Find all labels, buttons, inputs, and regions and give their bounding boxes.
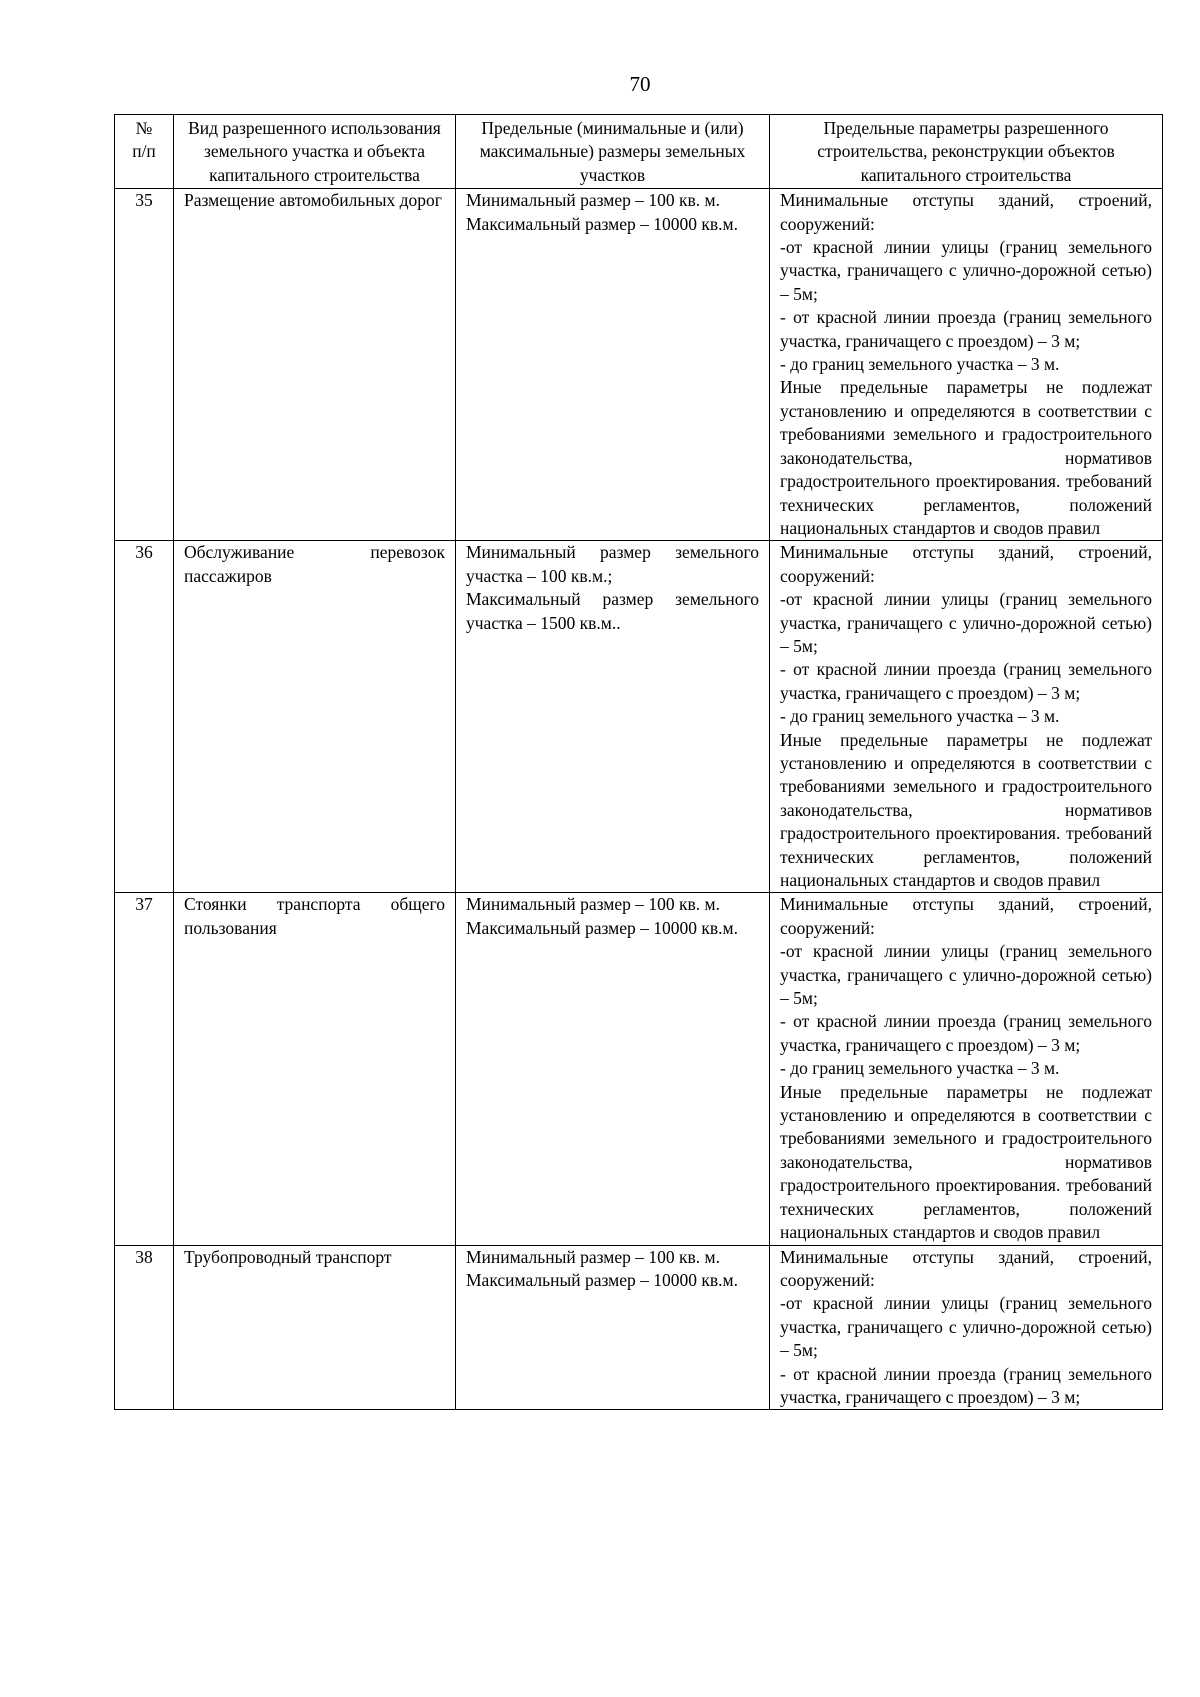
param-line: - от красной линии проезда (границ земельного участка, граничащего с проездом) – 3 м; bbox=[780, 659, 1152, 703]
row-construction-params bbox=[770, 541, 1163, 893]
param-line: -от красной линии улицы (границ земельного участка, граничащего с улично-дорожной сетью) – 5м; bbox=[780, 1293, 1152, 1361]
page-number: 70 bbox=[629, 72, 651, 96]
header-kind-of-use: Вид разрешенного использования земельного участка и объекта капитального строительства bbox=[174, 115, 456, 189]
kind-text: Обслуживание перевозок пассажиров bbox=[184, 542, 445, 586]
size-min: Минимальный размер земельного участка – 100 кв.м.; bbox=[466, 542, 759, 586]
size-min: Минимальный размер – 100 кв. м. bbox=[466, 190, 720, 211]
table-header-row bbox=[115, 115, 1163, 189]
row-number: 35 bbox=[115, 189, 174, 541]
row-plot-sizes bbox=[456, 1245, 770, 1410]
param-line: Иные предельные параметры не подлежат установлению и определяются в соответствии с требованиями земельного и градостроительного законодательства, нормативов градостроительного проектирования. требований технических регламентов, положений национальных стандартов и сводов правил bbox=[780, 729, 1152, 890]
param-line: - до границ земельного участка – 3 м. bbox=[780, 354, 1060, 375]
row-kind-of-use bbox=[174, 1245, 456, 1410]
row-number: 38 bbox=[115, 1245, 174, 1410]
param-line: Минимальные отступы зданий, строений, сооружений: bbox=[780, 894, 1152, 938]
header-number bbox=[115, 115, 174, 189]
size-min: Минимальный размер – 100 кв. м. bbox=[466, 894, 720, 915]
header-plot-sizes: Предельные (минимальные и (или) максимальные) размеры земельных участков bbox=[456, 115, 770, 189]
param-line: - до границ земельного участка – 3 м. bbox=[780, 706, 1060, 727]
row-plot-sizes bbox=[456, 893, 770, 1245]
table-row bbox=[115, 893, 1163, 1245]
size-max: Максимальный размер земельного участка – 1500 кв.м.. bbox=[466, 589, 759, 633]
param-line: -от красной линии улицы (границ земельного участка, граничащего с улично-дорожной сетью) – 5м; bbox=[780, 941, 1152, 1009]
param-line: - до границ земельного участка – 3 м. bbox=[780, 1058, 1060, 1079]
param-line: Иные предельные параметры не подлежат установлению и определяются в соответствии с требованиями земельного и градостроительного законодательства, нормативов градостроительного проектирования. требований технических регламентов, положений национальных стандартов и сводов правил bbox=[780, 1081, 1152, 1243]
header-number-abbr: п/п bbox=[132, 141, 156, 162]
row-plot-sizes bbox=[456, 189, 770, 541]
table-row bbox=[115, 189, 1163, 541]
size-min: Минимальный размер – 100 кв. м. bbox=[466, 1246, 720, 1267]
land-use-table bbox=[114, 114, 1163, 1410]
param-line: - от красной линии проезда (границ земельного участка, граничащего с проездом) – 3 м; bbox=[780, 1363, 1152, 1407]
row-kind-of-use bbox=[174, 189, 456, 541]
row-number: 37 bbox=[115, 893, 174, 1245]
param-line: -от красной линии улицы (границ земельного участка, граничащего с улично-дорожной сетью) – 5м; bbox=[780, 589, 1152, 656]
kind-text: Трубопроводный транспорт bbox=[184, 1246, 392, 1267]
row-kind-of-use bbox=[174, 893, 456, 1245]
param-line: - от красной линии проезда (границ земельного участка, граничащего с проездом) – 3 м; bbox=[780, 307, 1152, 351]
header-construction-params: Предельные параметры разрешенного строительства, реконструкции объектов капитального строительства bbox=[770, 115, 1163, 189]
size-max: Максимальный размер – 10000 кв.м. bbox=[466, 917, 738, 938]
row-kind-of-use bbox=[174, 541, 456, 893]
kind-text: Стоянки транспорта общего пользования bbox=[184, 894, 445, 938]
row-construction-params bbox=[770, 893, 1163, 1245]
row-construction-params bbox=[770, 189, 1163, 541]
param-line: Иные предельные параметры не подлежат установлению и определяются в соответствии с требованиями земельного и градостроительного законодательства, нормативов градостроительного проектирования. требований технических регламентов, положений национальных стандартов и сводов правил bbox=[780, 377, 1152, 538]
row-plot-sizes bbox=[456, 541, 770, 893]
row-number: 36 bbox=[115, 541, 174, 893]
size-max: Максимальный размер – 10000 кв.м. bbox=[466, 1269, 738, 1290]
param-line: Минимальные отступы зданий, строений, сооружений: bbox=[780, 542, 1152, 586]
table-row bbox=[115, 541, 1163, 893]
row-construction-params bbox=[770, 1245, 1163, 1410]
param-line: Минимальные отступы зданий, строений, сооружений: bbox=[780, 190, 1152, 234]
header-number-sign: № bbox=[135, 118, 153, 138]
size-max: Максимальный размер – 10000 кв.м. bbox=[466, 213, 738, 234]
param-line: Минимальные отступы зданий, строений, сооружений: bbox=[780, 1246, 1152, 1290]
kind-text: Размещение автомобильных дорог bbox=[184, 190, 442, 211]
param-line: - от красной линии проезда (границ земельного участка, граничащего с проездом) – 3 м; bbox=[780, 1011, 1152, 1055]
table-row bbox=[115, 1245, 1163, 1410]
param-line: -от красной линии улицы (границ земельного участка, граничащего с улично-дорожной сетью) – 5м; bbox=[780, 237, 1152, 304]
